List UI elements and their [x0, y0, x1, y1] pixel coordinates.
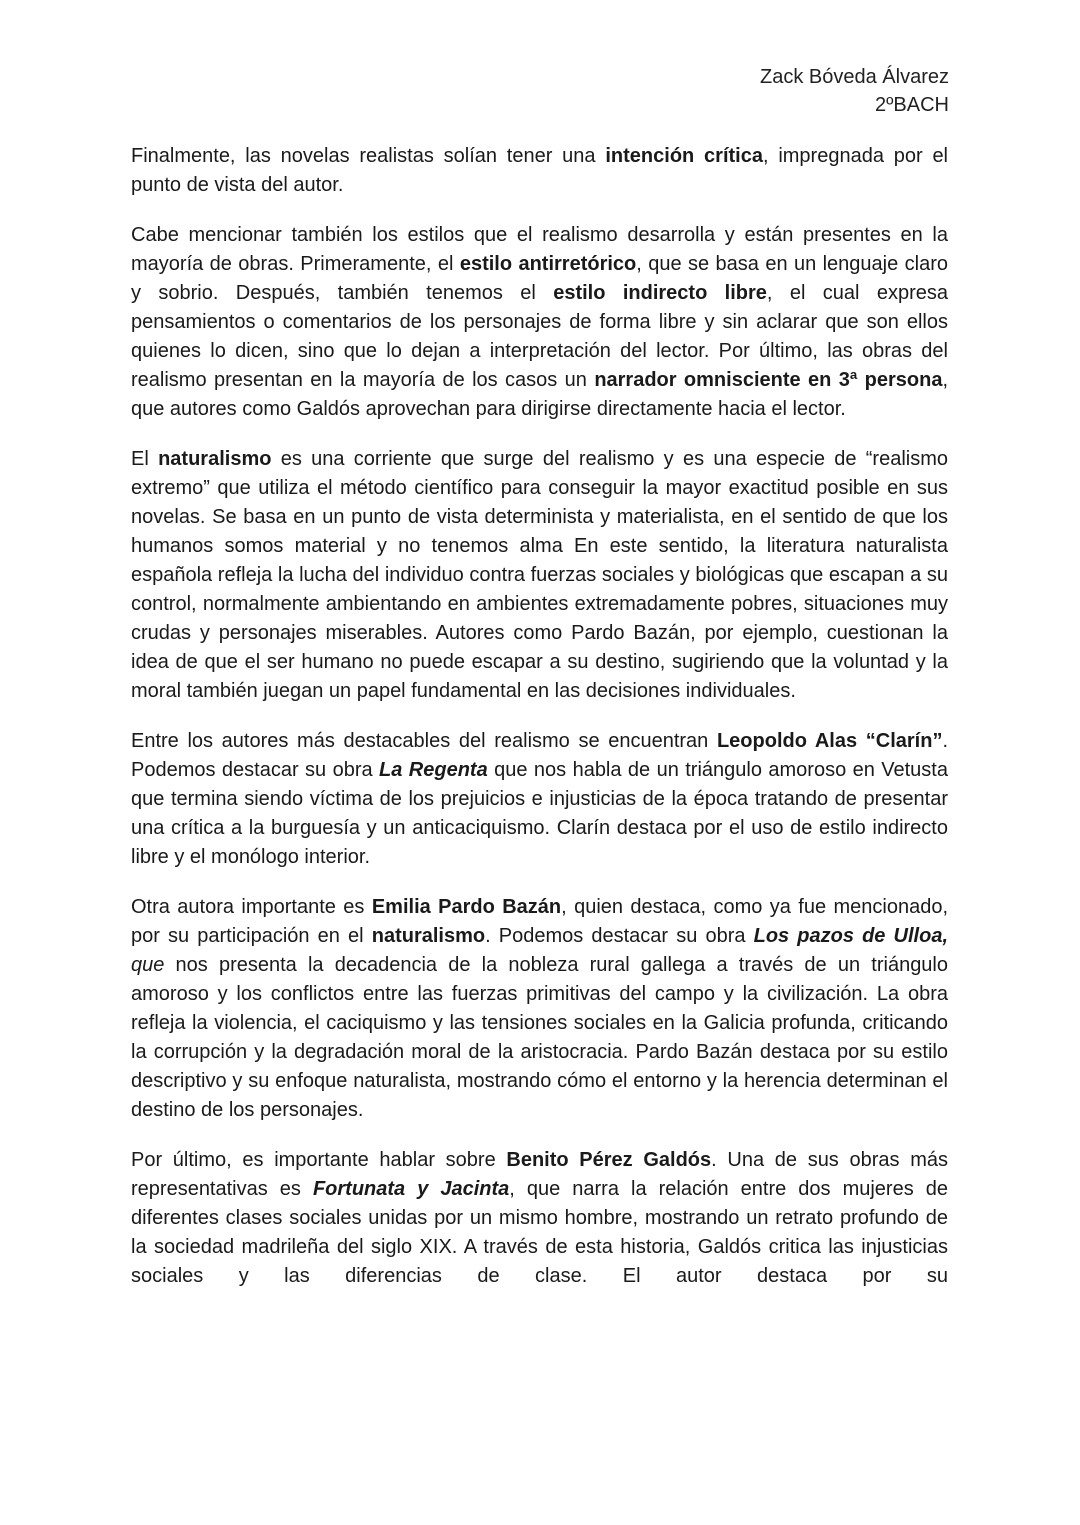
bold-text: estilo antirretórico [459, 253, 637, 275]
paragraph-6 [131, 1146, 948, 1291]
document-body [131, 142, 948, 1291]
paragraph-5 [131, 893, 948, 1125]
bold-text: Emilia Pardo Bazán [371, 896, 562, 918]
paragraph-1 [131, 142, 948, 200]
text-run: . Una de sus obras más representativas es [131, 1149, 948, 1200]
text-run: . Podemos destacar su obra [131, 730, 949, 781]
page-header [760, 63, 949, 119]
text-run: Finalmente, las novelas realistas solían tener una [131, 145, 606, 167]
bold-text: Leopoldo Alas “Clarín” [716, 730, 943, 752]
work-title: Fortunata y Jacinta [312, 1178, 510, 1200]
work-title: Los pazos de Ulloa, [753, 925, 948, 947]
bold-text: estilo indirecto libre [553, 282, 767, 304]
text-run: . Podemos destacar su obra [485, 925, 754, 947]
text-run: que nos habla de un triángulo amoroso en Vetusta que termina siendo víctima de los prejuicios e injusticias de la época tratando de presentar una crítica a la burguesía y un anticaciquismo. Clarín destaca por el uso de estilo indirecto libre y el monólogo interior. [131, 759, 948, 868]
bold-text: naturalismo [371, 925, 486, 947]
bold-text: narrador omnisciente en 3ª persona [594, 369, 943, 391]
text-run: , que se basa en un lenguaje claro y sobrio. Después, también tenemos el [131, 253, 948, 304]
bold-text: Benito Pérez Galdós [506, 1149, 712, 1171]
text-run: , el cual expresa pensamientos o comentarios de los personajes de forma libre y sin aclarar que son ellos quienes lo dicen, sino que lo dejan a interpretación del lector. Por último, las obras del realismo presentan en la mayoría de los casos un [131, 282, 948, 391]
paragraph-4 [131, 727, 948, 872]
text-run: Otra autora importante es [131, 896, 372, 918]
text-run: , que narra la relación entre dos mujeres de diferentes clases sociales unidas por un mismo hombre, mostrando un retrato profundo de la sociedad madrileña del siglo XIX. A través de esta historia, Galdós critica las injusticias sociales y las diferencias de clase. El autor destaca por su [131, 1178, 948, 1287]
text-run: es una corriente que surge del realismo y es una especie de “realismo extremo” que utiliza el método científico para conseguir la mayor exactitud posible en sus novelas. Se basa en un punto de vista determinista y materialista, en el sentido de que los humanos somos material y no tenemos alma En este sentido, la literatura naturalista española refleja la lucha del individuo contra fuerzas sociales y biológicas que escapan a su control, normalmente ambientando en ambientes extremadamente pobres, situaciones muy crudas y personajes miserables. Autores como Pardo Bazán, por ejemplo, cuestionan la idea de que el ser humano no puede escapar a su destino, sugiriendo que la voluntad y la moral también juegan un papel fundamental en las decisiones individuales. [131, 448, 948, 702]
work-title: La Regenta [379, 759, 488, 781]
text-run: Por último, es importante hablar sobre [131, 1149, 507, 1171]
author-name: Zack Bóveda Álvarez [760, 66, 949, 88]
paragraph-3 [131, 445, 948, 706]
text-run: , quien destaca, como ya fue mencionado, por su participación en el [131, 896, 948, 947]
italic-text: que [131, 954, 165, 976]
text-run: , que autores como Galdós aprovechan para dirigirse directamente hacia el lector. [131, 369, 949, 420]
text-run: nos presenta la decadencia de la nobleza rural gallega a través de un triángulo amoroso y los conflictos entre las fuerzas primitivas del campo y la civilización. La obra refleja la violencia, el caciquismo y las tensiones sociales en la Galicia profunda, criticando la corrupción y la degradación moral de la aristocracia. Pardo Bazán destaca por su estilo descriptivo y su enfoque naturalista, mostrando cómo el entorno y la herencia determinan el destino de los personajes. [131, 954, 948, 1121]
text-run: El [131, 448, 159, 470]
text-run: Entre los autores más destacables del realismo se encuentran [131, 730, 717, 752]
text-run: , impregnada por el punto de vista del autor. [131, 145, 949, 196]
paragraph-2 [131, 221, 948, 424]
course-label: 2ºBACH [875, 94, 949, 116]
bold-text: intención crítica [605, 145, 763, 167]
text-run: Cabe mencionar también los estilos que el realismo desarrolla y están presentes en la mayoría de obras. Primeramente, el [131, 224, 948, 275]
bold-text: naturalismo [158, 448, 272, 470]
